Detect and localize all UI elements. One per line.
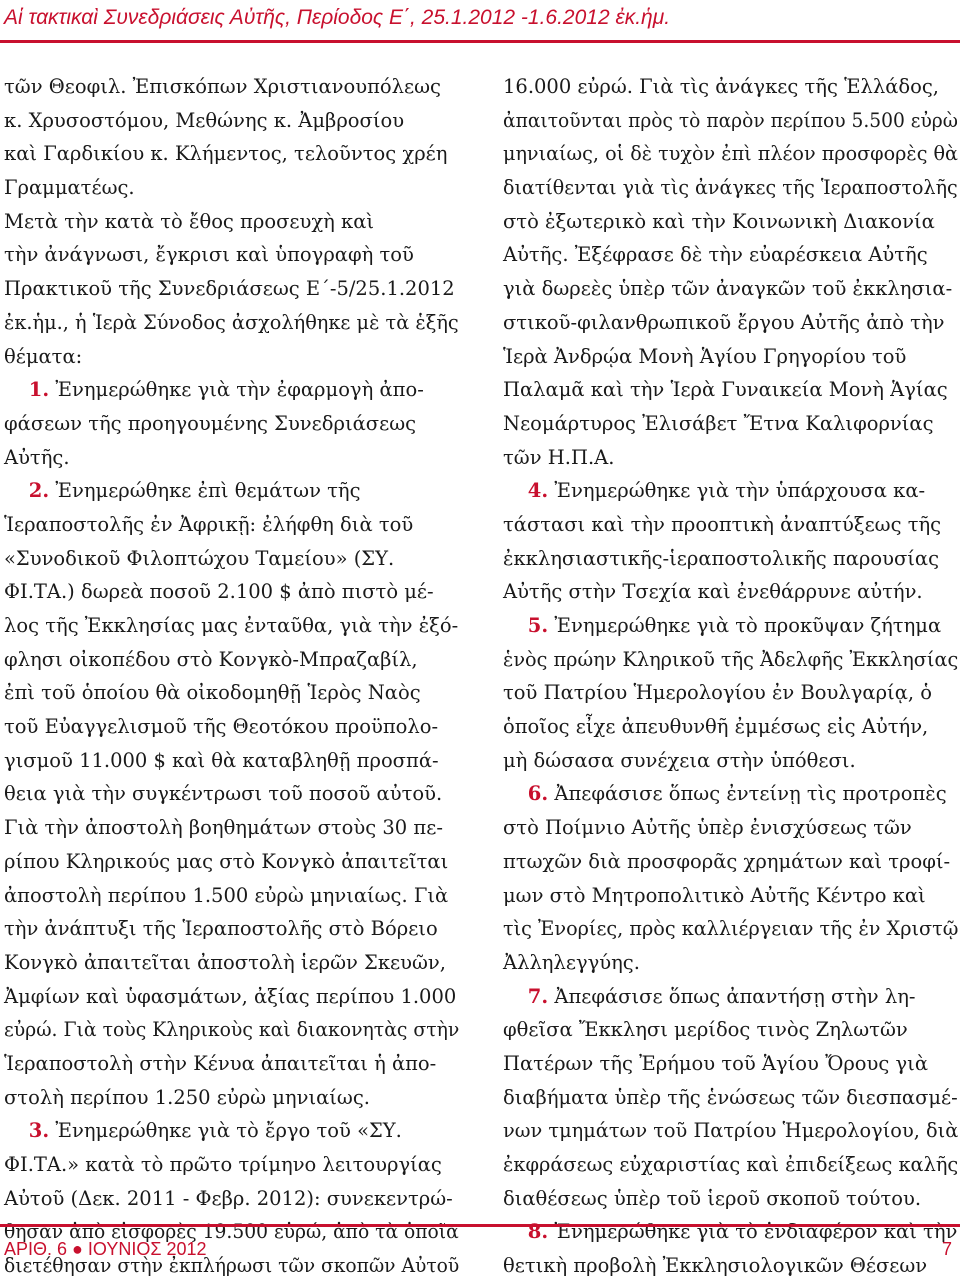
item-6-first-line <box>503 777 958 811</box>
text-line: νων τμημάτων τοῦ Πατρίου Ἡμερολογίου, διὰ <box>503 1119 959 1143</box>
item-2 <box>4 474 459 1114</box>
page-number: 7 <box>941 1239 952 1259</box>
left-column <box>4 70 459 1283</box>
text-line: διαβήματα ὑπὲρ τῆς ἑνώσεως τῶν διεσπασμέ- <box>503 1085 958 1109</box>
item-number: 2. <box>28 479 50 503</box>
item-2-first-line <box>4 474 459 508</box>
text-line: λος τῆς Ἐκκλησίας μας ἐνταῦθα, γιὰ τὴν ἐξό- <box>4 614 459 637</box>
text-line: Αὐτῆς. Ἐξέφρασε δὲ τὴν εὐαρέσκεια Αὐτῆς <box>503 243 928 267</box>
text-line: Ἀλληλεγγύης. <box>503 950 640 974</box>
text-line: διαθέσεως ὑπὲρ τοῦ ἱεροῦ σκοποῦ τούτου. <box>503 1186 922 1210</box>
item-7-first-line <box>503 980 958 1014</box>
page-header <box>0 0 960 43</box>
text-line: θεια γιὰ τὴν συγκέντρωσι τοῦ ποσοῦ αὐτοῦ. <box>4 782 443 806</box>
item-number: 4. <box>527 479 549 503</box>
text-line: Αὐτοῦ (Δεκ. 2011 - Φεβρ. 2012): συνεκεντρώ- <box>4 1186 453 1210</box>
text-line: ΦΙ.ΤΑ.» κατὰ τὸ πρῶτο τρίμηνο λειτουργίας <box>4 1153 442 1176</box>
text-line: Ἀπεφάσισε ὅπως ἀπαντήσῃ στὴν λη- <box>554 984 916 1008</box>
text-line: Ἐνημερώθηκε γιὰ τὴν ὑπάρχουσα κα- <box>554 479 926 503</box>
text-line: Κονγκὸ ἀπαιτεῖται ἀποστολὴ ἱερῶν Σκευῶν, <box>4 950 446 974</box>
running-title: Αἱ τακτικαὶ Συνεδριάσεις Αὐτῆς, Περίοδος Ε΄, 25.1.2012 -1.6.2012 ἐκ.ἡμ. <box>4 6 671 29</box>
text-line: μηνιαίως, οἱ δὲ τυχὸν ἐπὶ πλέον προσφορὲς θὰ <box>503 142 959 166</box>
text-line: ἐκκλησιαστικῆς-ἱεραποστολικῆς παρουσίας <box>503 546 939 570</box>
item-number: 6. <box>527 782 549 806</box>
text-line: τοῦ Πατρίου Ἡμερολογίου ἐν Βουλγαρίᾳ, ὁ <box>503 681 932 705</box>
text-line: ρίπου Κληρικούς μας στὸ Κονγκὸ ἀπαιτεῖται <box>4 849 449 873</box>
text-line: Ἐνημερώθηκε γιὰ τὴν ἐφαρμογὴ ἀπο- <box>55 378 424 402</box>
page-footer <box>0 1224 960 1269</box>
continued-paragraph <box>503 70 958 474</box>
text-line: Μετὰ τὴν κατὰ τὸ ἔθος προσευχὴ καὶ <box>4 209 375 233</box>
item-1 <box>4 373 459 474</box>
text-line: Πρακτικοῦ τῆς Συνεδριάσεως Ε΄-5/25.1.2012 <box>4 277 455 301</box>
item-4 <box>503 474 958 609</box>
text-line: ἐπὶ τοῦ ὁποίου θὰ οἰκοδομηθῇ Ἱερὸς Ναὸς <box>4 681 421 705</box>
text-line: φάσεων τῆς προηγουμένης Συνεδριάσεως <box>4 411 417 435</box>
text-line: Νεομάρτυρος Ἐλισάβετ Ἔτνα Καλιφορνίας <box>503 411 934 435</box>
text-line: Αὐτῆς στὴν Τσεχία καὶ ἐνεθάρρυνε αὐτήν. <box>503 580 923 604</box>
text-line: Γιὰ τὴν ἀποστολὴ βοηθημάτων στοὺς 30 πε- <box>4 816 443 840</box>
text-line: Αὐτῆς. <box>4 445 70 469</box>
text-line: ὁποῖος εἶχε ἀπευθυνθῆ ἐμμέσως εἰς Αὐτήν, <box>503 715 929 739</box>
text-line: «Συνοδικοῦ Φιλοπτώχου Ταμείου» (ΣΥ. <box>4 546 395 570</box>
text-line: θετικὴ προβολὴ Ἐκκλησιολογικῶν Θέσεων <box>503 1254 928 1278</box>
text-line: ἀποστολὴ περίπου 1.500 εὐρὼ μηνιαίως. Γιὰ <box>4 883 449 907</box>
item-5-first-line <box>503 609 958 643</box>
text-line: τοῦ Εὐαγγελισμοῦ τῆς Θεοτόκου προϋπολο- <box>4 715 439 739</box>
text-line: τάστασι καὶ τὴν προοπτικὴ ἀναπτύξεως τῆς <box>503 512 942 536</box>
text-line: Ἱεραποστολὴ στὴν Κένυα ἀπαιτεῖται ἡ ἀπο- <box>4 1051 437 1075</box>
text-line: στὸ ἐξωτερικὸ καὶ τὴν Κοινωνικὴ Διακονία <box>503 209 935 233</box>
item-7 <box>503 980 958 1216</box>
text-line: ἐκφράσεως εὐχαριστίας καὶ ἐπιδείξεως καλῆς <box>503 1153 959 1176</box>
text-line: γιὰ δωρεὲς ὑπὲρ τῶν ἀναγκῶν τοῦ ἐκκλησια- <box>503 277 953 301</box>
right-column <box>503 70 958 1283</box>
text-line: Ἐνημερώθηκε γιὰ τὸ ἐνδιαφέρον καὶ τὴν <box>554 1220 958 1244</box>
text-line: στὸ Ποίμνιο Αὐτῆς ὑπὲρ ἐνισχύσεως τῶν <box>503 816 912 840</box>
text-line: ἐκ.ἡμ., ἡ Ἱερὰ Σύνοδος ἀσχολήθηκε μὲ τὰ ἑξῆς <box>4 310 459 334</box>
text-line: Πατέρων τῆς Ἐρήμου τοῦ Ἁγίου Ὄρους γιὰ <box>503 1051 928 1075</box>
text-line: τὶς Ἐνορίες, πρὸς καλλιέργειαν τῆς ἐν Χριστῷ <box>503 917 959 941</box>
text-line: τῶν Θεοφιλ. Ἐπισκόπων Χριστιανουπόλεως <box>4 75 441 98</box>
text-line: διετέθησαν στὴν ἐκπλήρωσι τῶν σκοπῶν Αὐτοῦ <box>4 1254 460 1278</box>
text-line: Ἀμφίων καὶ ὑφασμάτων, ἀξίας περίπου 1.000 <box>4 984 457 1008</box>
text-line: Ἐνημερώθηκε γιὰ τὸ ἔργο τοῦ «ΣΥ. <box>55 1119 402 1143</box>
text-line: Ἱεραποστολῆς ἐν Ἀφρικῇ: ἐλήφθη διὰ τοῦ <box>4 512 414 536</box>
text-line: πτωχῶν διὰ προσφορᾶς χρημάτων καὶ τροφί- <box>503 849 951 873</box>
item-number: 8. <box>527 1220 549 1244</box>
text-line: κ. Χρυσοστόμου, Μεθώνης κ. Ἀμβροσίου <box>4 108 405 132</box>
text-line: Ἐνημερώθηκε γιὰ τὸ προκῦψαν ζήτημα <box>554 614 942 637</box>
item-number: 5. <box>527 614 549 637</box>
text-line: ἑνὸς πρώην Κληρικοῦ τῆς Ἀδελφῆς Ἐκκλησίας <box>503 647 959 671</box>
text-line: γισμοῦ 11.000 $ καὶ θὰ καταβληθῇ προσπά- <box>4 748 439 772</box>
text-line: Ἱερὰ Ἀνδρῴα Μονὴ Ἁγίου Γρηγορίου τοῦ <box>503 344 907 368</box>
text-line: Γραμματέως. <box>4 176 135 200</box>
text-line: τῶν Η.Π.Α. <box>503 445 615 469</box>
text-line: καὶ Γαρδικίου κ. Κλήμεντος, τελοῦντος χρέη <box>4 142 448 166</box>
item-number: 3. <box>28 1119 50 1143</box>
text-line: Ἀπεφάσισε ὅπως ἐντείνῃ τὶς προτροπὲς <box>554 782 947 806</box>
text-line: φλησι οἰκοπέδου στὸ Κονγκὸ-Μπραζαβίλ, <box>4 647 418 671</box>
text-line: τὴν ἀνάγνωσι, ἔγκρισι καὶ ὑπογραφὴ τοῦ <box>4 243 414 267</box>
item-4-first-line <box>503 474 958 508</box>
text-line: φθεῖσα Ἔκκλησι μερίδος τινὸς Ζηλωτῶν <box>503 1018 908 1042</box>
item-1-first-line <box>4 373 459 407</box>
text-line: διατίθενται γιὰ τὶς ἀνάγκες τῆς Ἱεραποστολῆς <box>503 176 958 200</box>
text-line: στολὴ περίπου 1.250 εὐρὼ μηνιαίως. <box>4 1085 370 1109</box>
text-line: στικοῦ-φιλανθρωπικοῦ ἔργου Αὐτῆς ἀπὸ τὴν <box>503 310 945 334</box>
item-number: 1. <box>28 378 50 402</box>
item-number: 7. <box>527 984 549 1008</box>
item-6 <box>503 777 958 979</box>
text-line: ἀπαιτοῦνται πρὸς τὸ παρὸν περίπου 5.500 εὐρὼ <box>503 108 958 132</box>
text-line: εὐρώ. Γιὰ τοὺς Κληρικοὺς καὶ διακονητὰς στὴν <box>4 1018 460 1042</box>
text-line: θησαν ἀπὸ εἰσφορὲς 19.500 εὐρώ, ἀπὸ τὰ ὁποῖα <box>4 1220 459 1244</box>
text-line: 16.000 εὐρώ. Γιὰ τὶς ἀνάγκες τῆς Ἑλλάδος, <box>503 75 939 98</box>
text-line: μὴ δώσασα συνέχεια στὴν ὑπόθεσι. <box>503 748 856 772</box>
issue-label: ΑΡΙΘ. 6 ● ΙΟΥΝΙΟΣ 2012 <box>4 1239 207 1259</box>
text-line: τὴν ἀνάπτυξι τῆς Ἱεραποστολῆς στὸ Βόρειο <box>4 917 438 941</box>
intro-paragraph <box>4 70 459 373</box>
text-line: ΦΙ.ΤΑ.) δωρεὰ ποσοῦ 2.100 $ ἀπὸ πιστὸ μέ- <box>4 580 434 604</box>
text-line: θέματα: <box>4 344 83 368</box>
text-line: μων στὸ Μητροπολιτικὸ Αὐτῆς Κέντρο καὶ <box>503 883 926 907</box>
item-5 <box>503 609 958 777</box>
text-line: Ἐνημερώθηκε ἐπὶ θεμάτων τῆς <box>55 479 361 503</box>
item-3-first-line <box>4 1114 459 1148</box>
text-line: Παλαμᾶ καὶ τὴν Ἱερὰ Γυναικεία Μονὴ Ἁγίας <box>503 378 948 402</box>
